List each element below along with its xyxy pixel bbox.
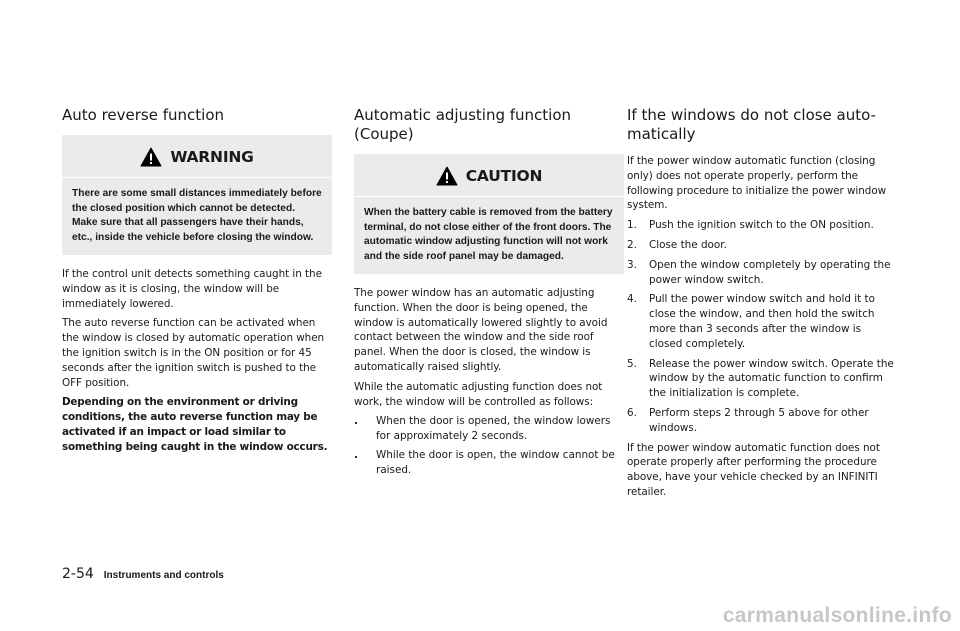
caution-title: CAUTION xyxy=(465,167,543,185)
step-number: 4. xyxy=(627,293,637,306)
step-number: 2. xyxy=(627,238,637,251)
warning-box xyxy=(62,135,332,255)
column-auto-reverse xyxy=(62,106,332,460)
step-list xyxy=(627,218,897,435)
page-number: 2-54 xyxy=(62,566,94,582)
heading-line: If the windows do not close auto- xyxy=(627,106,877,124)
list-item xyxy=(627,258,897,288)
warning-triangle-icon xyxy=(140,147,162,167)
list-item xyxy=(627,292,897,351)
step-number: 1. xyxy=(627,219,637,232)
step-number: 3. xyxy=(627,258,637,271)
step-text: Close the door. xyxy=(649,238,727,251)
bullet-icon: . xyxy=(354,448,358,461)
bullet-list xyxy=(354,414,624,477)
bullet-icon: . xyxy=(354,415,358,428)
page-footer xyxy=(62,566,224,582)
section-name: Instruments and controls xyxy=(103,570,224,581)
warning-text: There are some small distances immediately before the closed position which cannot be detected. Make sure that all passengers have their hands, etc., inside the vehicle before closing the window. xyxy=(62,177,332,255)
column-automatic-adjusting xyxy=(354,106,624,483)
list-item xyxy=(627,357,897,401)
paragraph: The power window has an automatic adjusting function. When the door is being opened, the window is automatically lowered slightly to avoid contact between the window and the side roof panel. When the door is closed, the window is automatically raised slightly. xyxy=(354,287,608,373)
step-text: Push the ignition switch to the ON position. xyxy=(649,219,874,232)
paragraph: If the control unit detects something caught in the window as it is closing, the window will be immediately lowered. xyxy=(62,268,322,310)
step-text: Open the window completely by operating the power window switch. xyxy=(649,258,891,286)
list-item xyxy=(354,414,624,444)
heading-line: (Coupe) xyxy=(354,125,414,143)
column-windows-not-close xyxy=(627,106,897,505)
warning-title: WARNING xyxy=(170,148,254,166)
caution-title-row xyxy=(354,154,624,196)
paragraph: If the power window automatic function does not operate properly after performing the procedure above, have your vehicle checked by an INFINITI retailer. xyxy=(627,441,880,498)
heading-line: Automatic adjusting function xyxy=(354,106,572,124)
step-number: 6. xyxy=(627,406,637,419)
list-item xyxy=(627,406,897,436)
warning-title-row xyxy=(62,135,332,177)
step-number: 5. xyxy=(627,357,637,370)
paragraph: While the automatic adjusting function does not work, the window will be controlled as follows: xyxy=(354,380,603,408)
list-item-text: While the door is open, the window cannot be raised. xyxy=(376,448,615,476)
list-item-text: When the door is opened, the window lowers for approximately 2 seconds. xyxy=(376,415,611,443)
list-item xyxy=(627,218,897,233)
caution-triangle-icon xyxy=(436,166,458,186)
list-item xyxy=(627,238,897,253)
bold-paragraph: Depending on the environment or driving conditions, the auto reverse function may be activated if an impact or load similar to something being caught in the window occurs. xyxy=(62,396,328,453)
paragraph: The auto reverse function can be activated when the window is closed by automatic operation when the ignition switch is in the ON position or for 45 seconds after the ignition switch is pushed to the OFF position. xyxy=(62,317,325,389)
heading-line: matically xyxy=(627,125,696,143)
heading-windows-not-close xyxy=(627,106,897,144)
list-item xyxy=(354,448,624,478)
heading-auto-reverse: Auto reverse function xyxy=(62,106,225,124)
step-text: Release the power window switch. Operate the window by the automatic function to confirm the initialization is complete. xyxy=(649,357,894,400)
heading-automatic-adjusting xyxy=(354,106,624,144)
paragraph: If the power window automatic function (closing only) does not operate properly, perform the following procedure to initialize the power window system. xyxy=(627,155,887,212)
caution-text: When the battery cable is removed from the battery terminal, do not close either of the front doors. The automatic window adjusting function will not work and the side roof panel may be damaged. xyxy=(354,196,624,274)
watermark[interactable]: carmanualsonline.info xyxy=(722,604,952,627)
step-text: Perform steps 2 through 5 above for other windows. xyxy=(649,406,869,434)
step-text: Pull the power window switch and hold it to close the window, and then hold the switch more than 3 seconds after the window is closed completely. xyxy=(649,293,875,350)
caution-box xyxy=(354,154,624,274)
